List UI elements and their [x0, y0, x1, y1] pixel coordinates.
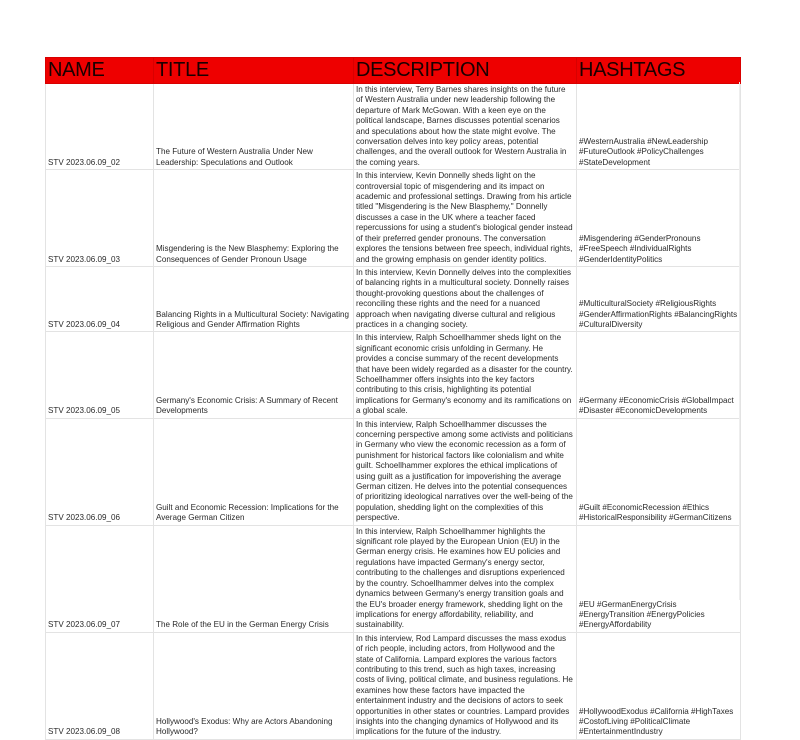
header-description[interactable]: DESCRIPTION — [354, 58, 577, 84]
cell-description[interactable]: In this interview, Terry Barnes shares insights on the future of Western Australia under new leadership following the departure of Mark McGowan. With a keen eye on the political landscape, Barnes discusses potential scenarios and speculations about how the state might evolve. The conversation delves into key policy areas, potential challenges, and the overall outlook for Western Australia in the coming years. — [354, 84, 577, 170]
cell-description[interactable]: In this interview, Kevin Donnelly delves into the complexities of balancing rights in a multicultural society. Donnelly raises thought-provoking questions about the challenges of reconciling these rights and the need for a nuanced approach when navigating diverse cultural and religious practices in a changing society. — [354, 266, 577, 331]
cell-name[interactable]: STV 2023.06.09_02 — [46, 84, 154, 170]
cell-title[interactable]: Germany's Economic Crisis: A Summary of Recent Developments — [154, 332, 354, 418]
cell-description[interactable]: In this interview, Ralph Schoellhammer discusses the concerning perspective among some activists and politicians in Germany who view the economic recession as a form of punishment for historical factors like colonialism and white guilt. Schoellhammer explores the ethical implications of using guilt as a justification for impoverishing the average German citizen. He delves into the potential consequences of prioritizing ideological narratives over the well-being of the population, shedding light on the complexities of this perspective. — [354, 418, 577, 525]
cell-hashtags[interactable]: #Germany #EconomicCrisis #GlobalImpact #Disaster #EconomicDevelopments — [577, 332, 741, 418]
cell-description[interactable]: In this interview, Ralph Schoellhammer sheds light on the significant economic crisis unfolding in Germany. He provides a concise summary of the recent developments that have been widely regarded as a disaster for the country. Schoellhammer offers insights into the key factors contributing to this crisis, highlighting its potential implications for Germany's economy and its ramifications on a global scale. — [354, 332, 577, 418]
cell-description[interactable]: In this interview, Kevin Donnelly sheds light on the controversial topic of misgendering and its impact on academic and professional settings. Drawing from his article titled "Misgendering is the New Blasphemy," Donnelly discusses a case in the UK where a teacher faced repercussions for using a student's biological gender instead of their preferred gender pronouns. The conversation explores the tensions between free speech, individual rights, and the growing emphasis on gender identity politics. — [354, 170, 577, 267]
header-title[interactable]: TITLE — [154, 58, 354, 84]
table-row — [46, 525, 741, 632]
cell-title[interactable]: Misgendering is the New Blasphemy: Exploring the Consequences of Gender Pronoun Usage — [154, 170, 354, 267]
cell-hashtags[interactable]: #WesternAustralia #NewLeadership #FutureOutlook #PolicyChallenges #StateDevelopment — [577, 84, 741, 170]
cell-name[interactable]: STV 2023.06.09_03 — [46, 170, 154, 267]
cell-title[interactable]: Balancing Rights in a Multicultural Society: Navigating Religious and Gender Affirmation Rights — [154, 266, 354, 331]
cell-name[interactable]: STV 2023.06.09_05 — [46, 332, 154, 418]
header-row — [46, 58, 741, 84]
table-row — [46, 632, 741, 739]
cell-title[interactable]: The Future of Western Australia Under New Leadership: Speculations and Outlook — [154, 84, 354, 170]
cell-title[interactable]: Hollywood's Exodus: Why are Actors Abandoning Hollywood? — [154, 632, 354, 739]
header-hashtags[interactable]: HASHTAGS — [577, 58, 741, 84]
cell-name[interactable]: STV 2023.06.09_08 — [46, 632, 154, 739]
table-row — [46, 332, 741, 418]
table-right-border — [739, 82, 740, 600]
table-row — [46, 84, 741, 170]
cell-name[interactable]: STV 2023.06.09_04 — [46, 266, 154, 331]
cell-hashtags[interactable]: #Guilt #EconomicRecession #Ethics #HistoricalResponsibility #GermanCitizens — [577, 418, 741, 525]
table-row — [46, 266, 741, 331]
cell-hashtags[interactable]: #EU #GermanEnergyCrisis #EnergyTransition #EnergyPolicies #EnergyAffordability — [577, 525, 741, 632]
cell-name[interactable]: STV 2023.06.09_07 — [46, 525, 154, 632]
cell-hashtags[interactable]: #Misgendering #GenderPronouns #FreeSpeech #IndividualRights #GenderIdentityPolitics — [577, 170, 741, 267]
table-row — [46, 170, 741, 267]
cell-hashtags[interactable]: #MulticulturalSociety #ReligiousRights #GenderAffirmationRights #BalancingRights #CulturalDiversity — [577, 266, 741, 331]
cell-name[interactable]: STV 2023.06.09_06 — [46, 418, 154, 525]
interview-table — [45, 57, 741, 740]
cell-description[interactable]: In this interview, Ralph Schoellhammer highlights the significant role played by the European Union (EU) in the German energy crisis. He examines how EU policies and regulations have impacted Germany's energy sector, contributing to the challenges and disruptions experienced by the country. Schoellhammer delves into the complex dynamics between Germany's energy transition goals and the EU's broader energy framework, shedding light on the implications for energy affordability, reliability, and sustainability. — [354, 525, 577, 632]
cell-title[interactable]: The Role of the EU in the German Energy Crisis — [154, 525, 354, 632]
cell-description[interactable]: In this interview, Rod Lampard discusses the mass exodus of rich people, including actors, from Hollywood and the state of California. Lampard explores the various factors contributing to this trend, such as high taxes, increasing costs of living, political climate, and business regulations. He examines how these factors have impacted the entertainment industry and the decisions of actors to seek opportunities in other states or countries. Lampard provides insights into the changing dynamics of Hollywood and its implications for the future of the industry. — [354, 632, 577, 739]
cell-title[interactable]: Guilt and Economic Recession: Implications for the Average German Citizen — [154, 418, 354, 525]
header-name[interactable]: NAME — [46, 58, 154, 84]
cell-hashtags[interactable]: #HollywoodExodus #California #HighTaxes #CostofLiving #PoliticalClimate #EntertainmentIndustry — [577, 632, 741, 739]
spreadsheet-table-container — [45, 57, 740, 740]
table-row — [46, 418, 741, 525]
